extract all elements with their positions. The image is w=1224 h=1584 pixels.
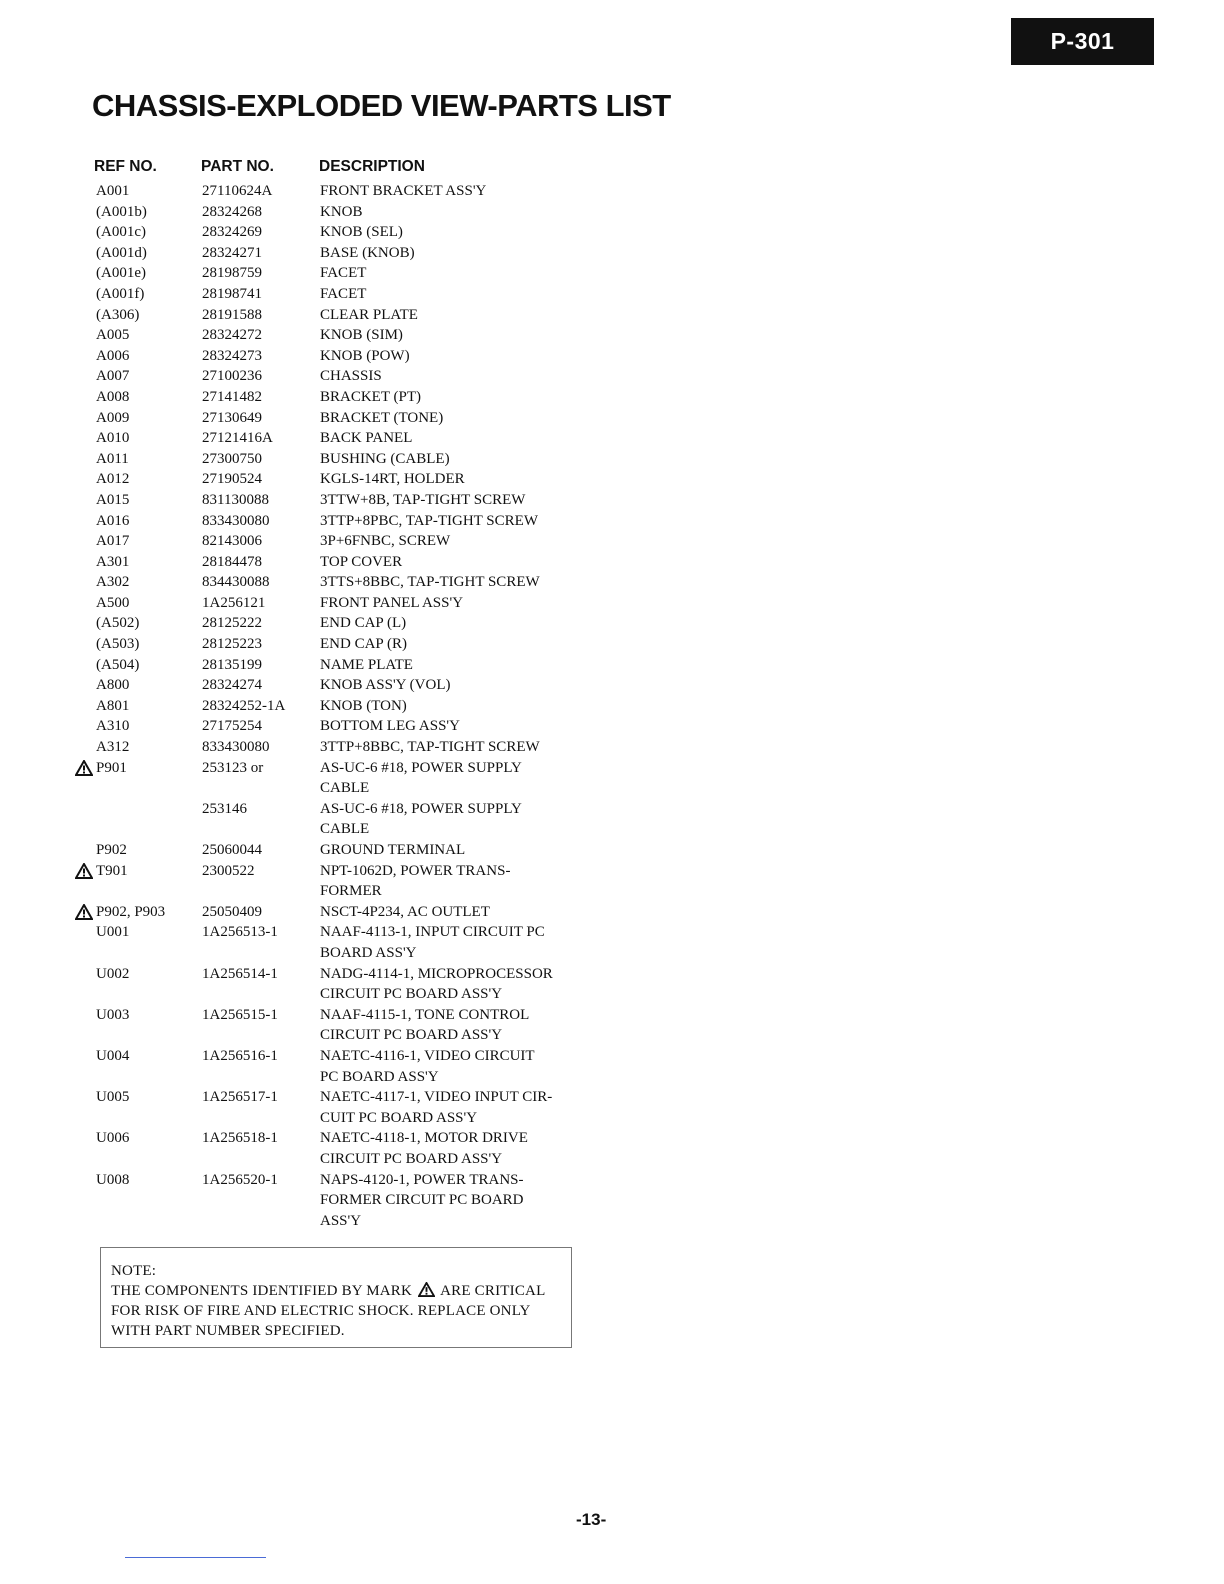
- description-cell: BRACKET (TONE): [320, 409, 444, 426]
- ref-no-text: A015: [96, 491, 130, 508]
- parts-rows: [72, 181, 632, 1231]
- part-no-cell: 27121416A: [202, 430, 273, 447]
- description-cell: BUSHING (CABLE): [320, 450, 450, 467]
- part-no-cell: 833430080: [202, 739, 270, 756]
- description-cell: CLEAR PLATE: [320, 306, 418, 323]
- description-cell: AS-UC-6 #18, POWER SUPPLY CABLE: [320, 800, 522, 838]
- ref-no-cell: [72, 449, 202, 470]
- parts-row: [72, 490, 632, 511]
- critical-parts-note: [100, 1247, 572, 1348]
- parts-row: [72, 428, 632, 449]
- ref-no-text: A005: [96, 327, 130, 344]
- parts-row: [72, 469, 632, 490]
- warning-triangle-icon: [418, 1282, 435, 1297]
- ref-no-cell: [72, 1128, 202, 1169]
- footer-rule: [125, 1557, 266, 1558]
- part-no-header: PART NO.: [201, 158, 274, 175]
- part-no-cell: 28324268: [202, 203, 262, 220]
- ref-no-cell: [72, 346, 202, 367]
- part-no-cell: 28324272: [202, 327, 262, 344]
- warning-triangle-icon: [75, 863, 93, 879]
- ref-no-cell: [72, 325, 202, 346]
- part-no-cell: 28198759: [202, 265, 262, 282]
- description-cell: KNOB (TON): [320, 697, 407, 714]
- note-text-before-mark: THE COMPONENTS IDENTIFIED BY MARK: [111, 1283, 413, 1299]
- ref-no-cell: [72, 737, 202, 758]
- description-cell: NSCT-4P234, AC OUTLET: [320, 903, 490, 920]
- description-cell: NAAF-4115-1, TONE CONTROL CIRCUIT PC BOARD ASS'Y: [320, 1006, 530, 1044]
- ref-no-text: A011: [96, 450, 129, 467]
- ref-no-cell: [72, 490, 202, 511]
- description-cell: 3P+6FNBC, SCREW: [320, 533, 451, 550]
- parts-row: [72, 799, 632, 840]
- ref-no-text: A017: [96, 533, 130, 550]
- part-no-cell: 1A256513-1: [202, 924, 278, 941]
- ref-no-text: A010: [96, 430, 130, 447]
- parts-row: [72, 284, 632, 305]
- parts-row: [72, 325, 632, 346]
- parts-row: [72, 531, 632, 552]
- ref-no-text: (A502): [96, 615, 140, 632]
- part-no-cell: 28324252-1A: [202, 697, 286, 714]
- parts-row: [72, 222, 632, 243]
- parts-row: [72, 263, 632, 284]
- description-cell: NAETC-4118-1, MOTOR DRIVE CIRCUIT PC BOARD ASS'Y: [320, 1130, 528, 1167]
- ref-no-text: A312: [96, 739, 130, 756]
- part-no-cell: 27175254: [202, 718, 262, 735]
- description-cell: GROUND TERMINAL: [320, 842, 466, 858]
- ref-no-text: A006: [96, 347, 130, 364]
- note-line-2: FOR RISK OF FIRE AND ELECTRIC SHOCK. REPLACE ONLY: [111, 1303, 531, 1319]
- part-no-cell: 1A256517-1: [202, 1089, 278, 1106]
- description-cell: 3TTP+8BBC, TAP-TIGHT SCREW: [320, 739, 540, 756]
- ref-no-cell: [72, 181, 202, 202]
- ref-no-cell: [72, 366, 202, 387]
- ref-no-header: REF NO.: [94, 158, 157, 175]
- description-cell: NPT-1062D, POWER TRANS- FORMER: [320, 862, 511, 900]
- ref-no-cell: [72, 305, 202, 326]
- ref-no-text: U002: [96, 965, 130, 982]
- ref-no-cell: [72, 902, 202, 923]
- ref-no-cell: [72, 552, 202, 573]
- ref-no-text: A009: [96, 409, 130, 426]
- ref-no-text: (A001c): [96, 224, 146, 241]
- parts-row: [72, 840, 632, 861]
- parts-row: [72, 861, 632, 902]
- page-title: CHASSIS-EXPLODED VIEW-PARTS LIST: [92, 88, 671, 123]
- ref-no-text: (A504): [96, 656, 140, 673]
- part-no-cell: 27190524: [202, 471, 262, 488]
- parts-row: [72, 366, 632, 387]
- ref-no-cell: [72, 387, 202, 408]
- parts-row: [72, 552, 632, 573]
- warning-triangle-icon: [75, 760, 93, 776]
- warning-triangle-icon: [75, 904, 93, 920]
- description-cell: KNOB (POW): [320, 347, 410, 364]
- ref-no-text: A500: [96, 594, 130, 611]
- description-cell: NAME PLATE: [320, 656, 413, 673]
- part-no-cell: 82143006: [202, 533, 262, 550]
- ref-no-text: A301: [96, 553, 130, 570]
- ref-no-cell: [72, 634, 202, 655]
- ref-no-text: U006: [96, 1130, 130, 1147]
- part-no-cell: 28198741: [202, 285, 262, 302]
- ref-no-text: A800: [96, 677, 130, 694]
- part-no-cell: 28191588: [202, 306, 262, 323]
- ref-no-cell: [72, 613, 202, 634]
- ref-no-cell: [72, 964, 202, 1005]
- parts-row: [72, 387, 632, 408]
- part-no-cell: 1A256514-1: [202, 965, 278, 982]
- ref-no-text: P902, P903: [96, 903, 166, 920]
- ref-no-text: (A001d): [96, 244, 147, 261]
- ref-no-cell: [72, 469, 202, 490]
- ref-no-text: (A001b): [96, 203, 147, 220]
- description-cell: 3TTW+8B, TAP-TIGHT SCREW: [320, 491, 526, 508]
- part-no-cell: 1A256520-1: [202, 1171, 278, 1188]
- ref-no-text: A801: [96, 697, 130, 714]
- ref-no-cell: [72, 799, 202, 840]
- description-cell: NADG-4114-1, MICROPROCESSOR CIRCUIT PC BOARD ASS'Y: [320, 965, 553, 1003]
- ref-no-cell: [72, 1005, 202, 1046]
- page-number: -13-: [576, 1510, 607, 1529]
- parts-row: [72, 346, 632, 367]
- part-no-cell: 253123 or: [202, 759, 264, 776]
- ref-no-text: (A001f): [96, 285, 145, 302]
- model-badge: P-301: [1011, 18, 1154, 65]
- ref-no-cell: [72, 655, 202, 676]
- parts-row: [72, 655, 632, 676]
- part-no-cell: 831130088: [202, 491, 269, 508]
- parts-row: [72, 305, 632, 326]
- parts-row: [72, 1170, 632, 1232]
- part-no-cell: 27100236: [202, 368, 262, 385]
- ref-no-cell: [72, 675, 202, 696]
- description-cell: FRONT BRACKET ASS'Y: [320, 183, 487, 199]
- parts-row: [72, 202, 632, 223]
- description-cell: BASE (KNOB): [320, 244, 415, 261]
- parts-row: [72, 181, 632, 202]
- ref-no-cell: [72, 243, 202, 264]
- description-cell: FACET: [320, 285, 367, 302]
- parts-row: [72, 449, 632, 470]
- ref-no-cell: [72, 1170, 202, 1232]
- part-no-cell: 1A256518-1: [202, 1130, 278, 1147]
- ref-no-text: U008: [96, 1171, 130, 1188]
- part-no-cell: 27141482: [202, 388, 262, 405]
- description-cell: NAETC-4116-1, VIDEO CIRCUIT PC BOARD ASS'Y: [320, 1047, 535, 1085]
- ref-no-cell: [72, 716, 202, 737]
- parts-row: [72, 902, 632, 923]
- parts-row: [72, 408, 632, 429]
- note-line-3: WITH PART NUMBER SPECIFIED.: [111, 1323, 345, 1339]
- ref-no-text: U001: [96, 924, 130, 941]
- parts-row: [72, 922, 632, 963]
- ref-no-cell: [72, 222, 202, 243]
- parts-row: [72, 511, 632, 532]
- ref-no-text: A001: [96, 183, 130, 199]
- description-cell: KNOB ASS'Y (VOL): [320, 677, 451, 694]
- ref-no-cell: [72, 840, 202, 861]
- part-no-cell: 27110624A: [202, 183, 273, 199]
- ref-no-cell: [72, 922, 202, 963]
- ref-no-text: P902: [96, 842, 127, 858]
- part-no-cell: 25060044: [202, 842, 262, 858]
- part-no-cell: 27130649: [202, 409, 262, 426]
- part-no-cell: 27300750: [202, 450, 262, 467]
- part-no-cell: 25050409: [202, 903, 262, 920]
- note-line-1: [111, 1281, 561, 1301]
- part-no-cell: 28125223: [202, 636, 262, 653]
- ref-no-cell: [72, 861, 202, 902]
- description-cell: KNOB (SEL): [320, 224, 403, 241]
- ref-no-text: A310: [96, 718, 130, 735]
- ref-no-cell: [72, 758, 202, 799]
- description-cell: BOTTOM LEG ASS'Y: [320, 718, 460, 735]
- ref-no-text: (A306): [96, 306, 140, 323]
- ref-no-text: U003: [96, 1006, 130, 1023]
- ref-no-text: A008: [96, 388, 130, 405]
- note-text-after-mark: ARE CRITICAL: [440, 1283, 546, 1299]
- ref-no-text: A012: [96, 471, 130, 488]
- description-cell: NAAF-4113-1, INPUT CIRCUIT PC BOARD ASS'Y: [320, 924, 545, 961]
- parts-row: [72, 1128, 632, 1169]
- description-cell: FACET: [320, 265, 367, 282]
- part-no-cell: 253146: [202, 800, 247, 817]
- ref-no-cell: [72, 593, 202, 614]
- description-cell: KNOB (SIM): [320, 327, 403, 344]
- ref-no-cell: [72, 202, 202, 223]
- parts-row: [72, 675, 632, 696]
- description-cell: BACK PANEL: [320, 430, 413, 447]
- parts-row: [72, 613, 632, 634]
- description-cell: NAETC-4117-1, VIDEO INPUT CIR- CUIT PC BOARD ASS'Y: [320, 1089, 553, 1126]
- parts-row: [72, 593, 632, 614]
- description-cell: END CAP (R): [320, 636, 407, 653]
- description-cell: BRACKET (PT): [320, 388, 421, 405]
- parts-row: [72, 1087, 632, 1128]
- ref-no-cell: [72, 263, 202, 284]
- ref-no-text: U005: [96, 1089, 130, 1106]
- part-no-cell: 1A256516-1: [202, 1047, 278, 1064]
- ref-no-cell: [72, 531, 202, 552]
- parts-row: [72, 964, 632, 1005]
- description-cell: KGLS-14RT, HOLDER: [320, 471, 465, 488]
- description-header: DESCRIPTION: [319, 158, 425, 175]
- note-label: NOTE:: [111, 1263, 157, 1279]
- parts-row: [72, 1005, 632, 1046]
- ref-no-cell: [72, 572, 202, 593]
- ref-no-cell: [72, 511, 202, 532]
- parts-row: [72, 634, 632, 655]
- ref-no-cell: [72, 428, 202, 449]
- parts-row: [72, 716, 632, 737]
- ref-no-text: T901: [96, 862, 128, 879]
- part-no-cell: 28324274: [202, 677, 262, 694]
- ref-no-text: A016: [96, 512, 130, 529]
- parts-row: [72, 243, 632, 264]
- description-cell: FRONT PANEL ASS'Y: [320, 594, 464, 611]
- ref-no-cell: [72, 284, 202, 305]
- ref-no-text: U004: [96, 1047, 130, 1064]
- parts-row: [72, 758, 632, 799]
- description-cell: 3TTP+8PBC, TAP-TIGHT SCREW: [320, 512, 538, 529]
- part-no-cell: 2300522: [202, 862, 255, 879]
- part-no-cell: 28324273: [202, 347, 262, 364]
- part-no-cell: 28135199: [202, 656, 262, 673]
- parts-row: [72, 737, 632, 758]
- part-no-cell: 28125222: [202, 615, 262, 632]
- part-no-cell: 834430088: [202, 574, 270, 591]
- description-cell: NAPS-4120-1, POWER TRANS- FORMER CIRCUIT PC BOARD ASS'Y: [320, 1171, 524, 1229]
- ref-no-cell: [72, 1046, 202, 1087]
- part-no-cell: 28324269: [202, 224, 262, 241]
- ref-no-cell: [72, 1087, 202, 1128]
- part-no-cell: 28324271: [202, 244, 262, 261]
- ref-no-text: (A001e): [96, 265, 146, 282]
- part-no-cell: 28184478: [202, 553, 262, 570]
- description-cell: AS-UC-6 #18, POWER SUPPLY CABLE: [320, 759, 522, 797]
- ref-no-cell: [72, 696, 202, 717]
- part-no-cell: 833430080: [202, 512, 270, 529]
- description-cell: KNOB: [320, 203, 363, 220]
- part-no-cell: 1A256121: [202, 594, 266, 611]
- description-cell: CHASSIS: [320, 368, 382, 385]
- parts-row: [72, 1046, 632, 1087]
- ref-no-cell: [72, 408, 202, 429]
- ref-no-text: P901: [96, 759, 127, 776]
- ref-no-text: (A503): [96, 636, 140, 653]
- description-cell: 3TTS+8BBC, TAP-TIGHT SCREW: [320, 574, 540, 591]
- parts-row: [72, 572, 632, 593]
- description-cell: TOP COVER: [320, 553, 403, 570]
- part-no-cell: 1A256515-1: [202, 1006, 278, 1023]
- description-cell: END CAP (L): [320, 615, 407, 632]
- ref-no-text: A007: [96, 368, 130, 385]
- ref-no-text: A302: [96, 574, 130, 591]
- parts-row: [72, 696, 632, 717]
